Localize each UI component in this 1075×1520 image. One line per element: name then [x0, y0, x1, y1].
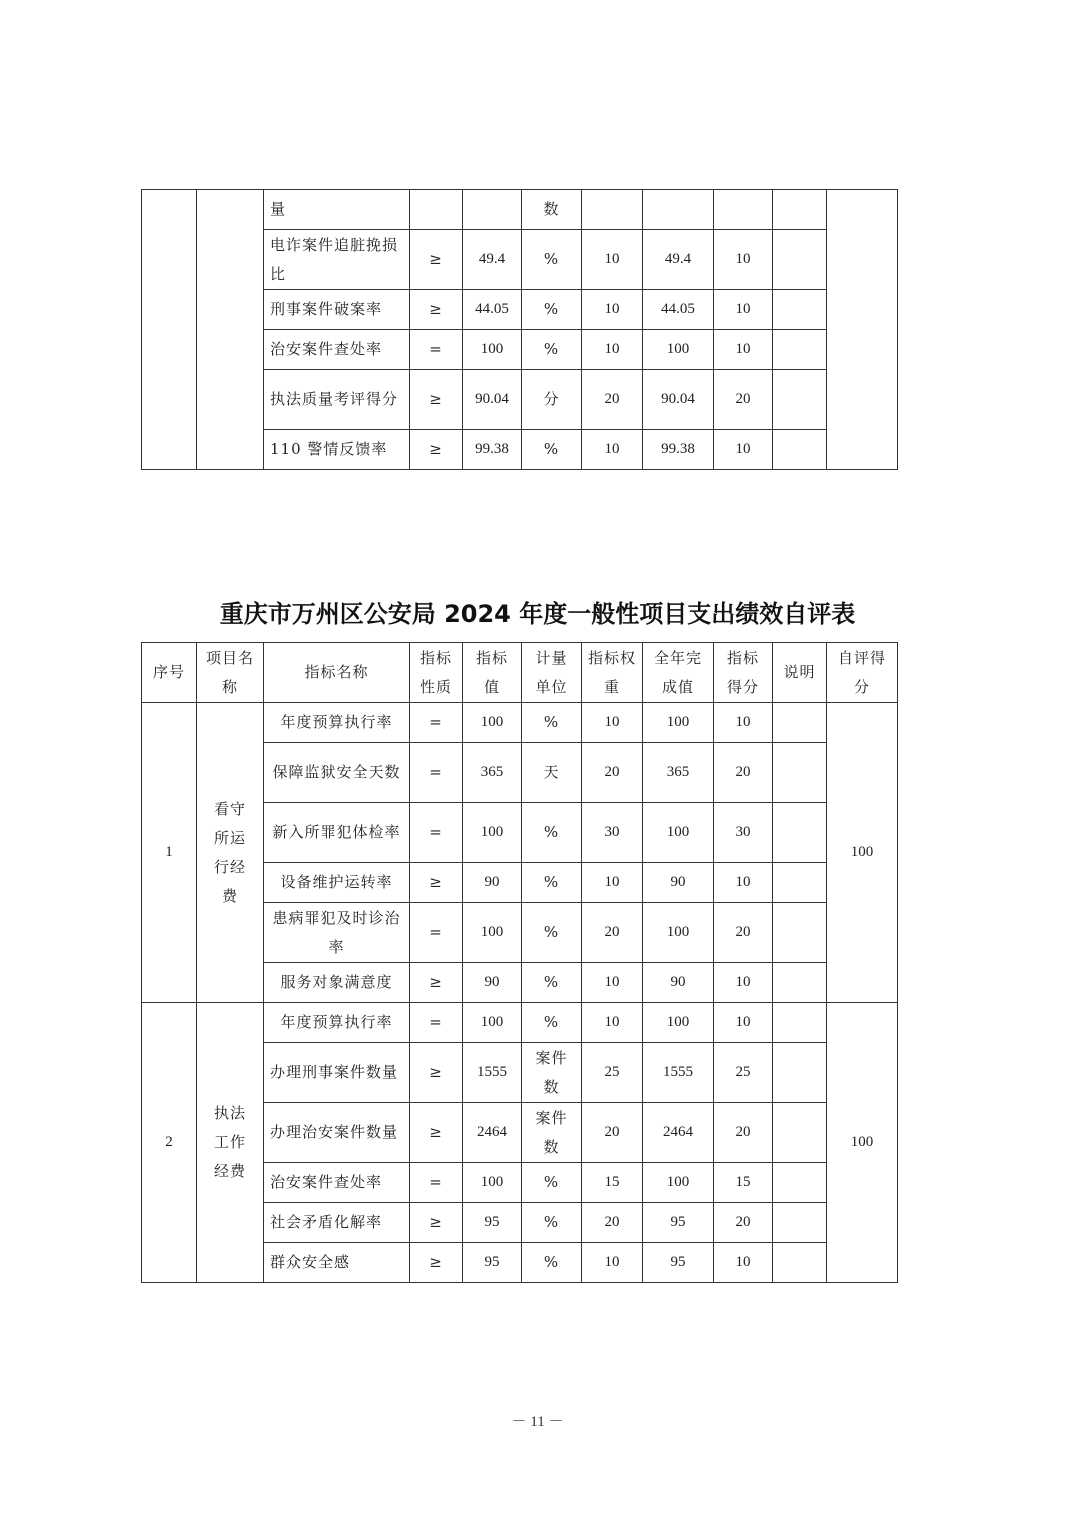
unit-cell: % — [522, 903, 582, 963]
header-weight: 指标权重 — [582, 643, 643, 703]
indicator-nature-cell: ≥ — [410, 430, 463, 470]
indicator-nature-cell: = — [410, 1003, 463, 1043]
indicator-nature-cell: = — [410, 1163, 463, 1203]
table-row — [142, 1003, 898, 1043]
header-actual: 全年完成值 — [643, 643, 714, 703]
unit-cell: % — [522, 430, 582, 470]
note-cell — [773, 330, 827, 370]
indicator-value-cell: 100 — [463, 1003, 522, 1043]
indicator-value-cell: 44.05 — [463, 290, 522, 330]
header-indicator: 指标名称 — [264, 643, 410, 703]
indicator-value-cell: 95 — [463, 1203, 522, 1243]
unit-cell: % — [522, 863, 582, 903]
note-cell — [773, 1243, 827, 1283]
indicator-name-cell: 刑事案件破案率 — [264, 290, 410, 330]
weight-cell: 15 — [582, 1163, 643, 1203]
unit-cell: % — [522, 1163, 582, 1203]
self-score-cell: 100 — [827, 703, 898, 1003]
indicator-value-cell: 1555 — [463, 1043, 522, 1103]
indicator-nature-cell — [410, 190, 463, 230]
header-project: 项目名称 — [197, 643, 264, 703]
note-cell — [773, 1103, 827, 1163]
note-cell — [773, 230, 827, 290]
actual-value-cell: 100 — [643, 703, 714, 743]
self-score-cell — [827, 190, 898, 470]
indicator-name-cell: 年度预算执行率 — [264, 1003, 410, 1043]
unit-cell: % — [522, 1003, 582, 1043]
actual-value-cell: 90 — [643, 963, 714, 1003]
note-cell — [773, 863, 827, 903]
project-name-cell: 执法工作经费 — [197, 1003, 264, 1283]
unit-cell: % — [522, 703, 582, 743]
seq-cell: 1 — [142, 703, 197, 1003]
project-name-cell — [197, 190, 264, 470]
indicator-nature-cell: = — [410, 903, 463, 963]
indicator-name-cell: 群众安全感 — [264, 1243, 410, 1283]
score-cell: 15 — [714, 1163, 773, 1203]
note-cell — [773, 703, 827, 743]
indicator-name-cell: 年度预算执行率 — [264, 703, 410, 743]
indicator-value-cell: 49.4 — [463, 230, 522, 290]
note-cell — [773, 1043, 827, 1103]
indicator-name-cell: 办理刑事案件数量 — [264, 1043, 410, 1103]
actual-value-cell — [643, 190, 714, 230]
indicator-value-cell: 100 — [463, 703, 522, 743]
actual-value-cell: 90 — [643, 863, 714, 903]
actual-value-cell: 365 — [643, 743, 714, 803]
page-number: － 11 － — [511, 1414, 564, 1430]
score-cell: 10 — [714, 863, 773, 903]
score-cell: 20 — [714, 903, 773, 963]
seq-cell — [142, 190, 197, 470]
actual-value-cell: 2464 — [643, 1103, 714, 1163]
header-note: 说明 — [773, 643, 827, 703]
actual-value-cell: 95 — [643, 1243, 714, 1283]
score-cell: 10 — [714, 963, 773, 1003]
header-unit: 计量单位 — [522, 643, 582, 703]
indicator-value-cell: 90.04 — [463, 370, 522, 430]
indicator-name-cell: 办理治安案件数量 — [264, 1103, 410, 1163]
unit-cell: % — [522, 230, 582, 290]
indicator-value-cell: 2464 — [463, 1103, 522, 1163]
weight-cell: 30 — [582, 803, 643, 863]
score-cell: 10 — [714, 330, 773, 370]
note-cell — [773, 1163, 827, 1203]
weight-cell: 10 — [582, 230, 643, 290]
indicator-name-cell: 治安案件查处率 — [264, 1163, 410, 1203]
weight-cell: 20 — [582, 1203, 643, 1243]
indicator-name-cell: 患病罪犯及时诊治率 — [264, 903, 410, 963]
actual-value-cell: 44.05 — [643, 290, 714, 330]
header-row — [142, 643, 898, 703]
self-score-cell: 100 — [827, 1003, 898, 1283]
header-seq: 序号 — [142, 643, 197, 703]
unit-cell: % — [522, 330, 582, 370]
actual-value-cell: 100 — [643, 903, 714, 963]
indicator-value-cell: 100 — [463, 1163, 522, 1203]
indicator-value-cell: 90 — [463, 963, 522, 1003]
seq-cell: 2 — [142, 1003, 197, 1283]
indicator-nature-cell: ≥ — [410, 963, 463, 1003]
weight-cell: 10 — [582, 703, 643, 743]
indicator-value-cell: 99.38 — [463, 430, 522, 470]
indicator-nature-cell: ≥ — [410, 1203, 463, 1243]
unit-cell: 分 — [522, 370, 582, 430]
indicator-name-cell: 110 警情反馈率 — [264, 430, 410, 470]
table-row — [142, 190, 898, 230]
project-group — [142, 703, 898, 1003]
score-cell: 10 — [714, 1003, 773, 1043]
project-name-cell: 看守所运行经费 — [197, 703, 264, 1003]
unit-cell: 案件数 — [522, 1103, 582, 1163]
header-nature: 指标性质 — [410, 643, 463, 703]
weight-cell: 20 — [582, 1103, 643, 1163]
unit-cell: % — [522, 1203, 582, 1243]
indicator-nature-cell: ≥ — [410, 370, 463, 430]
unit-cell: % — [522, 963, 582, 1003]
note-cell — [773, 963, 827, 1003]
indicator-nature-cell: ≥ — [410, 1243, 463, 1283]
weight-cell: 10 — [582, 1003, 643, 1043]
indicator-nature-cell: = — [410, 703, 463, 743]
indicator-name-cell: 量 — [264, 190, 410, 230]
indicator-name-cell: 治安案件查处率 — [264, 330, 410, 370]
weight-cell: 10 — [582, 290, 643, 330]
weight-cell — [582, 190, 643, 230]
score-cell: 10 — [714, 1243, 773, 1283]
unit-cell: % — [522, 290, 582, 330]
score-cell: 20 — [714, 370, 773, 430]
header-score: 指标得分 — [714, 643, 773, 703]
actual-value-cell: 100 — [643, 1163, 714, 1203]
note-cell — [773, 370, 827, 430]
actual-value-cell: 100 — [643, 1003, 714, 1043]
indicator-name-cell: 新入所罪犯体检率 — [264, 803, 410, 863]
note-cell — [773, 1203, 827, 1243]
table-header — [142, 643, 898, 703]
indicator-name-cell: 社会矛盾化解率 — [264, 1203, 410, 1243]
score-cell: 20 — [714, 1103, 773, 1163]
weight-cell: 25 — [582, 1043, 643, 1103]
indicator-nature-cell: ≥ — [410, 863, 463, 903]
indicator-nature-cell: ≥ — [410, 1103, 463, 1163]
weight-cell: 20 — [582, 743, 643, 803]
header-value: 指标值 — [463, 643, 522, 703]
score-cell: 10 — [714, 703, 773, 743]
actual-value-cell: 100 — [643, 330, 714, 370]
unit-cell: 案件数 — [522, 1043, 582, 1103]
unit-cell: % — [522, 803, 582, 863]
note-cell — [773, 903, 827, 963]
indicator-name-cell: 保障监狱安全天数 — [264, 743, 410, 803]
unit-cell: 数 — [522, 190, 582, 230]
note-cell — [773, 1003, 827, 1043]
indicator-value-cell: 100 — [463, 803, 522, 863]
actual-value-cell: 100 — [643, 803, 714, 863]
document-title: 重庆市万州区公安局 2024 年度一般性项目支出绩效自评表 — [219, 600, 856, 628]
note-cell — [773, 743, 827, 803]
indicator-name-cell: 执法质量考评得分 — [264, 370, 410, 430]
actual-value-cell: 49.4 — [643, 230, 714, 290]
indicator-nature-cell: ≥ — [410, 1043, 463, 1103]
score-cell — [714, 190, 773, 230]
actual-value-cell: 95 — [643, 1203, 714, 1243]
score-cell: 20 — [714, 1203, 773, 1243]
score-cell: 25 — [714, 1043, 773, 1103]
indicator-value-cell: 90 — [463, 863, 522, 903]
score-cell: 10 — [714, 290, 773, 330]
note-cell — [773, 190, 827, 230]
indicator-value-cell: 365 — [463, 743, 522, 803]
indicator-name-cell: 服务对象满意度 — [264, 963, 410, 1003]
indicator-name-cell: 电诈案件追脏挽损比 — [264, 230, 410, 290]
indicator-nature-cell: = — [410, 803, 463, 863]
indicator-value-cell: 95 — [463, 1243, 522, 1283]
evaluation-table — [141, 642, 898, 1283]
score-cell: 10 — [714, 230, 773, 290]
score-cell: 30 — [714, 803, 773, 863]
weight-cell: 10 — [582, 430, 643, 470]
score-cell: 20 — [714, 743, 773, 803]
continuation-table — [141, 189, 898, 470]
unit-cell: 天 — [522, 743, 582, 803]
weight-cell: 10 — [582, 863, 643, 903]
score-cell: 10 — [714, 430, 773, 470]
indicator-name-cell: 设备维护运转率 — [264, 863, 410, 903]
weight-cell: 10 — [582, 330, 643, 370]
indicator-value-cell: 100 — [463, 330, 522, 370]
actual-value-cell: 99.38 — [643, 430, 714, 470]
indicator-nature-cell: = — [410, 330, 463, 370]
note-cell — [773, 430, 827, 470]
indicator-value-cell: 100 — [463, 903, 522, 963]
weight-cell: 10 — [582, 1243, 643, 1283]
note-cell — [773, 803, 827, 863]
note-cell — [773, 290, 827, 330]
indicator-nature-cell: ≥ — [410, 230, 463, 290]
table-row — [142, 703, 898, 743]
actual-value-cell: 1555 — [643, 1043, 714, 1103]
weight-cell: 20 — [582, 370, 643, 430]
indicator-value-cell — [463, 190, 522, 230]
unit-cell: % — [522, 1243, 582, 1283]
weight-cell: 10 — [582, 963, 643, 1003]
header-self-score: 自评得分 — [827, 643, 898, 703]
indicator-nature-cell: ≥ — [410, 290, 463, 330]
actual-value-cell: 90.04 — [643, 370, 714, 430]
project-group — [142, 1003, 898, 1283]
indicator-nature-cell: = — [410, 743, 463, 803]
continuation-table-body — [142, 190, 898, 470]
weight-cell: 20 — [582, 903, 643, 963]
